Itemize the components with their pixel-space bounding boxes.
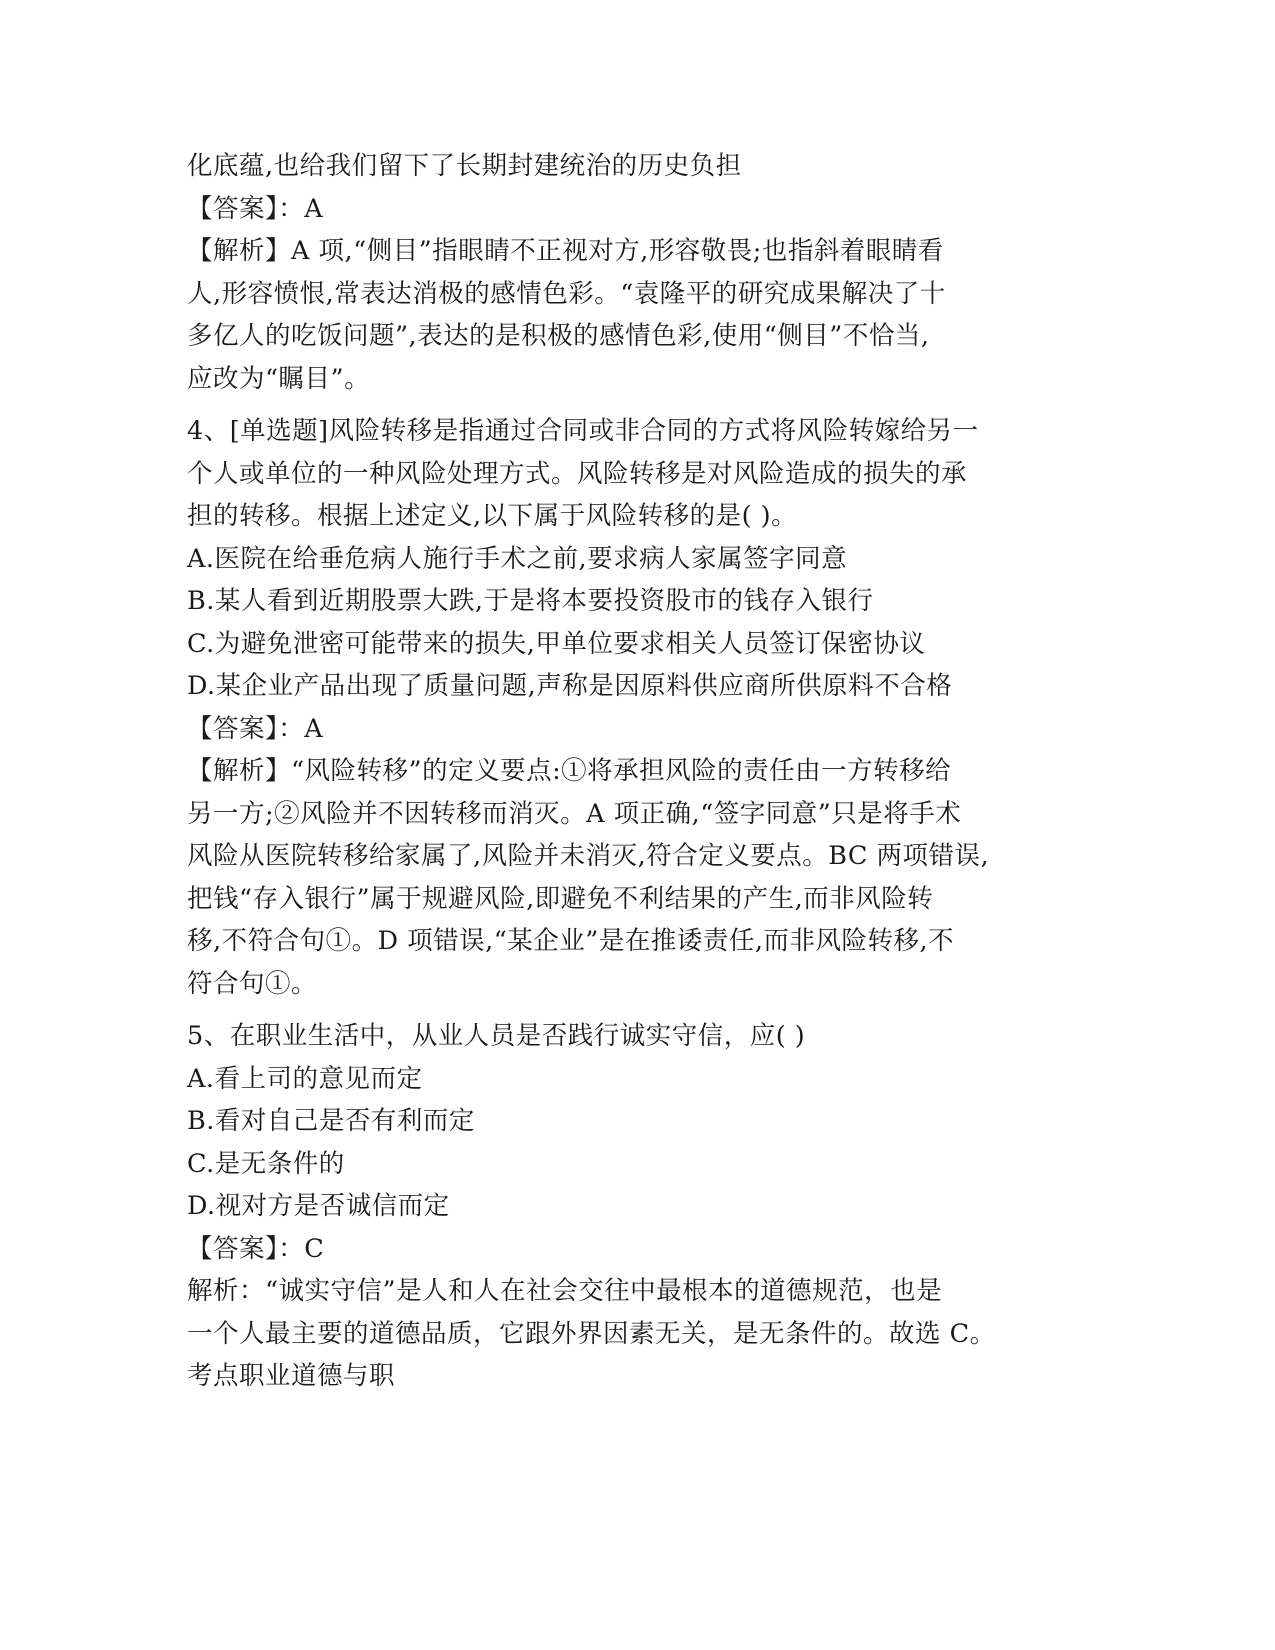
question-4-option-c: C.为避免泄密可能带来的损失,甲单位要求相关人员签订保密协议 (187, 628, 926, 659)
question-4-explanation-line: 【解析】“风险转移”的定义要点:①将承担风险的责任由一方转移给 (187, 756, 952, 786)
spacer (187, 400, 1077, 410)
prev-question-answer: 【答案】：A (187, 193, 324, 224)
question-5-explanation-line: 考点职业道德与职 (187, 1361, 396, 1391)
prev-question-explanation-line: 【解析】A 项,“侧目”指眼睛不正视对方,形容敬畏;也指斜着眼睛看 (187, 236, 944, 266)
prev-question-explanation-line: 多亿人的吃饭问题”,表达的是积极的感情色彩,使用“侧目”不恰当, (187, 321, 930, 351)
question-4-block (187, 410, 1077, 1005)
prev-question-explanation-line: 人,形容愤恨,常表达消极的感情色彩。“袁隆平的研究成果解决了十 (187, 278, 946, 309)
question-4-option-a: A.医院在给垂危病人施行手术之前,要求病人家属签字同意 (187, 543, 848, 574)
question-4-option-d: D.某企业产品出现了质量问题,声称是因原料供应商所供原料不合格 (187, 671, 953, 701)
question-5-block (187, 1015, 1077, 1398)
question-4-explanation-line: 风险从医院转移给家属了,风险并未消灭,符合定义要点。BC 两项错误, (187, 841, 990, 871)
question-4-explanation-line: 把钱“存入银行”属于规避风险,即避免不利结果的产生,而非风险转 (187, 883, 934, 914)
question-5-answer: 【答案】：C (187, 1233, 325, 1264)
question-4-answer: 【答案】：A (187, 713, 324, 744)
question-5-option-c: C.是无条件的 (187, 1148, 345, 1179)
question-4-option-b: B.某人看到近期股票大跌,于是将本要投资股市的钱存入银行 (187, 586, 874, 616)
prev-question-explanation-line: 应改为“瞩目”。 (187, 363, 371, 394)
question-5-option-b: B.看对自己是否有利而定 (187, 1106, 475, 1136)
question-5-option-d: D.视对方是否诚信而定 (187, 1191, 450, 1221)
question-5-option-a: A.看上司的意见而定 (187, 1063, 423, 1094)
question-4-explanation-line: 符合句①。 (187, 968, 318, 999)
question-5-explanation-line: 一个人最主要的道德品质，它跟外界因素无关，是无条件的。故选 C。 (187, 1318, 996, 1349)
question-4-explanation-line: 移,不符合句①。D 项错误,“某企业”是在推诿责任,而非风险转移,不 (187, 926, 955, 956)
question-4-stem-line: 4、[单选题]风险转移是指通过合同或非合同的方式将风险转嫁给另一 (187, 416, 979, 446)
question-4-explanation-line: 另一方;②风险并不因转移而消灭。A 项正确,“签字同意”只是将手术 (187, 798, 962, 829)
question-5-stem-line: 5、在职业生活中，从业人员是否践行诚实守信，应( ) (187, 1021, 806, 1051)
prev-question-block (187, 145, 1077, 400)
document-body (187, 145, 1077, 1398)
question-5-explanation-line: 解析：“诚实守信”是人和人在社会交往中最根本的道德规范，也是 (187, 1276, 943, 1306)
question-4-stem-line: 个人或单位的一种风险处理方式。风险转移是对风险造成的损失的承 (187, 458, 968, 489)
prev-question-continuation: 化底蕴,也给我们留下了长期封建统治的历史负担 (187, 151, 742, 181)
spacer (187, 1005, 1077, 1015)
question-4-stem-line: 担的转移。根据上述定义,以下属于风险转移的是( )。 (187, 501, 798, 531)
